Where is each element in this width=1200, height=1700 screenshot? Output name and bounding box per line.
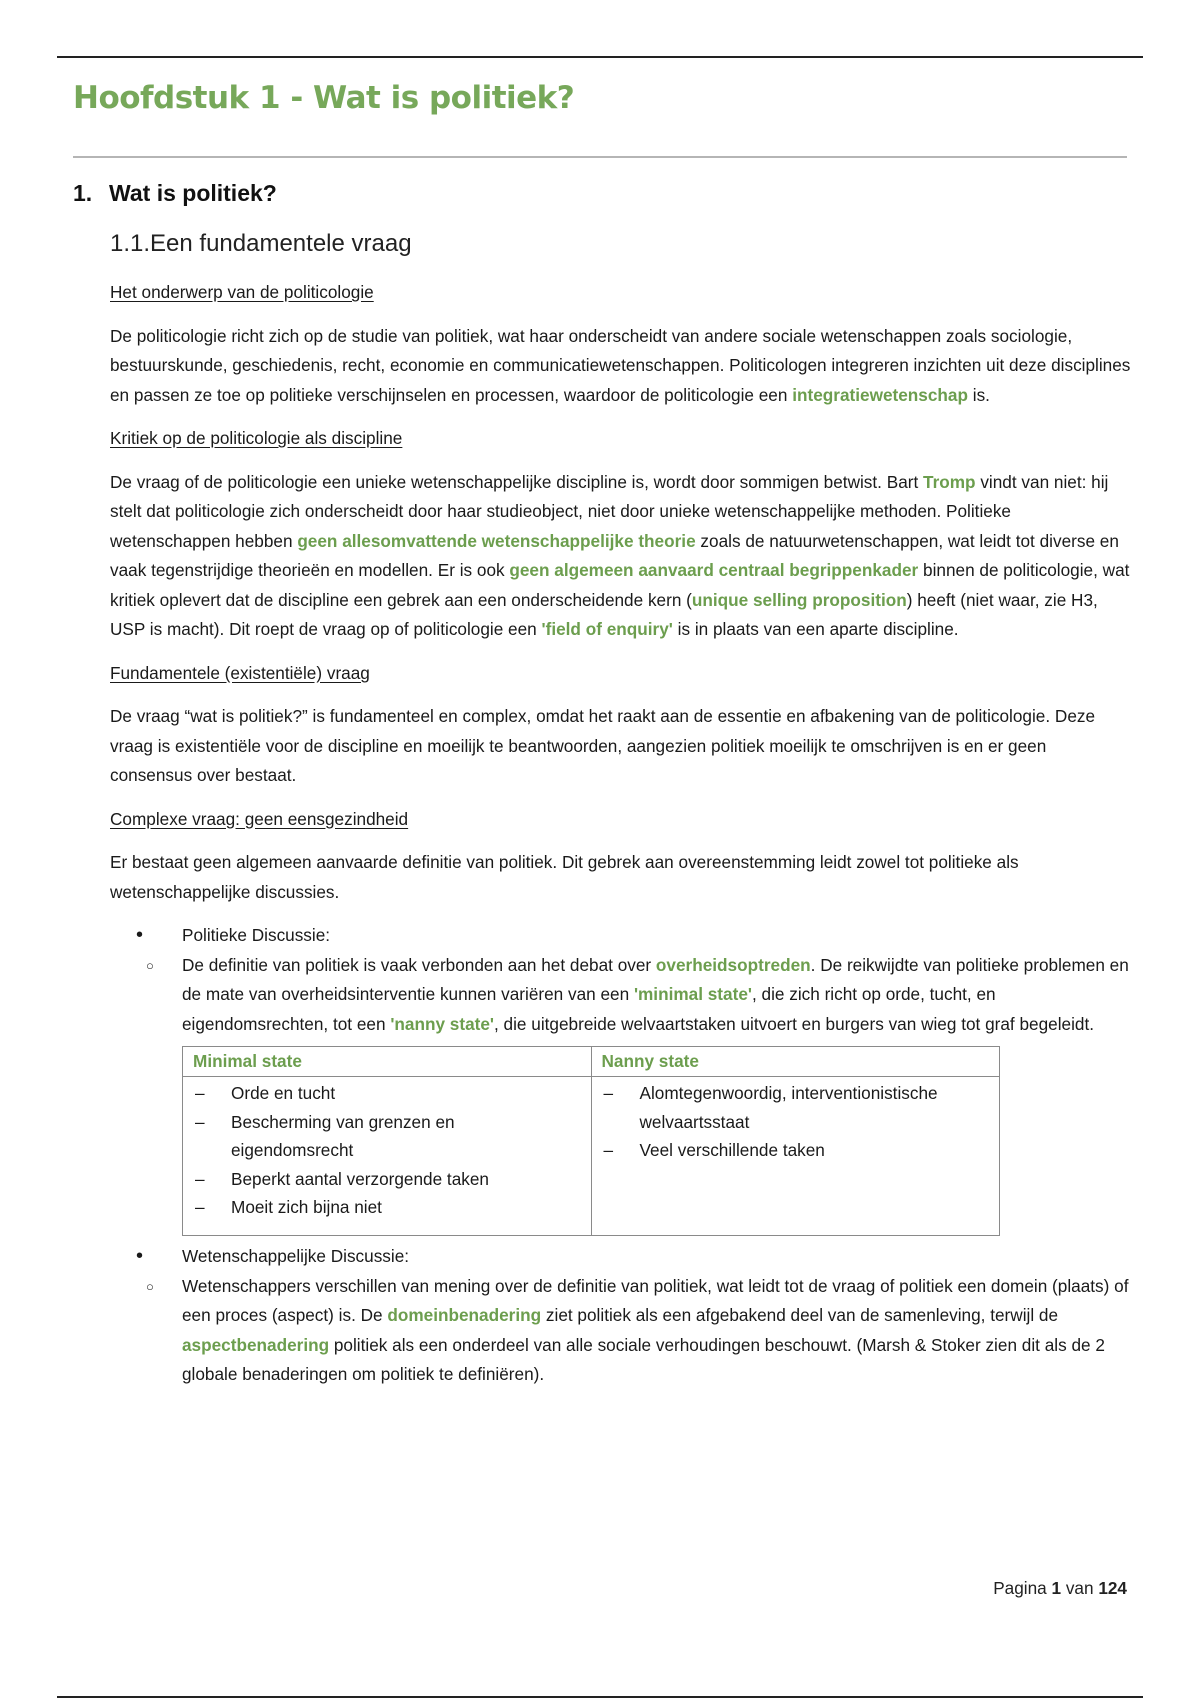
- bullet-label: • Politieke Discussie:: [182, 925, 331, 945]
- highlight-term: unique selling proposition: [691, 589, 907, 610]
- top-rule: [57, 56, 1143, 58]
- subheading-complexe-vraag: Complexe vraag: geen eensgezindheid: [110, 808, 409, 829]
- subheading-onderwerp: Het onderwerp van de politicologie: [110, 282, 374, 302]
- bullet-wetenschappelijke-discussie: [110, 1242, 1132, 1390]
- comparison-table: [182, 1046, 1000, 1236]
- table-cell-minimal-state: [183, 1077, 592, 1236]
- highlight-term: integratiewetenschap: [792, 384, 968, 405]
- table-cell-nanny-state: [591, 1077, 1000, 1236]
- highlight-term: 'field of enquiry': [541, 619, 673, 639]
- table-list-item: – Alomtegenwoordig, interventionistische welvaartsstaat: [602, 1079, 990, 1136]
- highlight-term: 'minimal state': [633, 984, 752, 1004]
- page-footer: Pagina 1 van 124: [993, 1578, 1127, 1598]
- highlight-term: aspectbenadering: [182, 1334, 330, 1355]
- paragraph-complexe-vraag: Er bestaat geen algemeen aanvaarde definitie van politiek. Dit gebrek aan overeenstemming leidt zowel tot politieke als wetenschappelijke discussies.: [110, 852, 1019, 902]
- table-header-nanny-state: Nanny state: [591, 1047, 1000, 1077]
- table-list-item: – Veel verschillende taken: [602, 1136, 990, 1165]
- highlight-term: geen allesomvattende wetenschappelijke theorie: [297, 530, 696, 551]
- paragraph-onderwerp: De politicologie richt zich op de studie van politiek, wat haar onderscheidt van andere sociale wetenschappen zoals sociologie, bestuurskunde, geschiedenis, recht, economie en communicatiewetenschappen. Politicologen integreren inzichten uit deze disciplines en passen ze toe op politieke verschijnselen en processen, waardoor de politicologie een integratiewetenschap is.: [110, 325, 1131, 405]
- paragraph-kritiek: De vraag of de politicologie een unieke wetenschappelijke discipline is, wordt door sommigen betwist. Bart Tromp vindt van niet: hij stelt dat politicologie zich onderscheidt door haar studieobject, niet door unieke wetenschappelijke methoden. Politieke wetenschappen hebben geen allesomvattende wetenschappelijke theorie zoals de natuurwetenschappen, wat leidt tot diverse en vaak tegenstrijdige theorieën en modellen. Er is ook geen algemeen aanvaard centraal begrippenkader binnen de politicologie, wat kritiek oplevert dat de discipline een gebrek aan een onderscheidende kern (unique selling proposition) heeft (niet waar, zie H3, USP is macht). Dit roept de vraag op of politicologie een 'field of enquiry' is in plaats van een aparte discipline.: [110, 471, 1130, 639]
- section-title: Wat is politiek?: [109, 180, 277, 206]
- subheading-fundamentele-vraag: Fundamentele (existentiële) vraag: [110, 662, 370, 683]
- chapter-divider: [73, 156, 1127, 158]
- bullet-label: • Wetenschappelijke Discussie:: [182, 1246, 410, 1266]
- table-list-item: – Orde en tucht: [193, 1079, 581, 1108]
- bullet-list: [110, 921, 1132, 1390]
- subheading-kritiek: Kritiek op de politicologie als discipline: [110, 428, 403, 448]
- table-list-item: – Bescherming van grenzen en eigendomsrecht: [193, 1108, 581, 1165]
- table-list-item: – Beperkt aantal verzorgende taken: [193, 1165, 581, 1194]
- section-heading: [73, 180, 277, 207]
- bottom-rule: [57, 1696, 1143, 1698]
- sub-bullet: ○ Wetenschappers verschillen van mening over de definitie van politiek, wat leidt tot de vraag of politiek een domein (plaats) of een proces (aspect) is. De domeinbenadering ziet politiek als een afgebakend deel van de samenleving, terwijl de aspectbenadering politiek als een onderdeel van alle sociale verhoudingen beschouwt. (Marsh & Stoker zien dit als de 2 globale benaderingen om politiek te definiëren).: [182, 1272, 1132, 1390]
- page-number: 1: [1051, 1578, 1062, 1598]
- sub-bullet: ○ De definitie van politiek is vaak verbonden aan het debat over overheidsoptreden. De reikwijdte van politieke problemen en de mate van overheidsinterventie kunnen variëren van een 'minimal state', die zich richt op orde, tucht, en eigendomsrechten, tot een 'nanny state', die uitgebreide welvaartstaken uitvoert en burgers van wieg tot graf begeleidt. Minimal state Nanny state – Orde en tucht – Bescherming van grenzen en eigendomsrecht – Beperkt aantal verzorgende taken – Moeit zich bijna niet – Alomtegenwoordig, interventionistische welvaartsstaat – Veel verschillende taken: [182, 951, 1132, 1237]
- chapter-title: Hoofdstuk 1 - Wat is politiek?: [73, 80, 575, 116]
- table-header-minimal-state: Minimal state: [183, 1047, 592, 1077]
- highlight-term: geen algemeen aanvaard centraal begrippenkader: [509, 560, 919, 580]
- page-content: [110, 278, 1132, 1390]
- highlight-term: overheidsoptreden: [655, 954, 811, 975]
- highlight-term: domeinbenadering: [387, 1305, 542, 1325]
- table-list-item: – Moeit zich bijna niet: [193, 1193, 581, 1222]
- subsection-heading: 1.1.Een fundamentele vraag: [110, 230, 412, 257]
- paragraph-fundamentele-vraag: De vraag “wat is politiek?” is fundamenteel en complex, omdat het raakt aan de essentie en afbakening van de politicologie. Deze vraag is existentiële voor de discipline en moeilijk te beantwoorden, aangezien politiek moeilijk te omschrijven is en er geen consensus over bestaat.: [110, 706, 1096, 785]
- section-number: 1.: [73, 180, 93, 206]
- bullet-politieke-discussie: [110, 921, 1132, 1236]
- highlight-term: 'nanny state': [390, 1013, 494, 1034]
- page-total: 124: [1098, 1578, 1127, 1598]
- highlight-term: Tromp: [923, 471, 976, 492]
